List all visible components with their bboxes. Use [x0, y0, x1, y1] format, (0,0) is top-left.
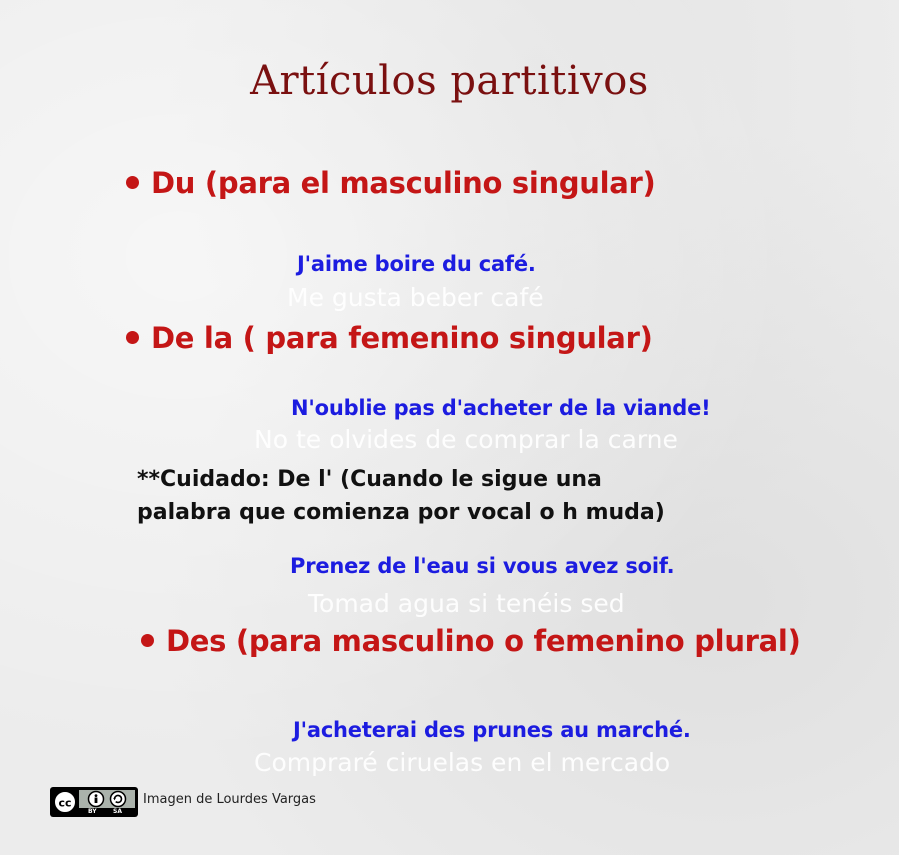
- bullet-icon: [126, 176, 139, 189]
- license-sa-label: SA: [113, 808, 122, 815]
- heading-des-text: Des (para masculino o femenino plural): [166, 624, 801, 658]
- image-credit: Imagen de Lourdes Vargas: [143, 792, 316, 807]
- note-de-l: [137, 463, 697, 529]
- svg-text:cc: cc: [58, 796, 72, 810]
- note-line-2: palabra que comienza por vocal o h muda): [137, 500, 665, 525]
- heading-de-la: [126, 321, 653, 355]
- heading-du: [126, 166, 656, 200]
- page-title: Artículos partitivos: [250, 58, 649, 104]
- heading-des: [141, 624, 801, 658]
- translation-de-l: Tomad agua si tenéis sed: [308, 589, 625, 618]
- example-du: J'aime boire du café.: [297, 252, 536, 276]
- example-de-l: Prenez de l'eau si vous avez soif.: [290, 554, 675, 578]
- translation-de-la: No te olvides de comprar la carne: [254, 425, 678, 454]
- example-des: J'acheterai des prunes au marché.: [293, 718, 691, 742]
- cc-by-sa-icon[interactable]: [50, 787, 138, 817]
- bullet-icon: [141, 634, 154, 647]
- translation-des: Compraré ciruelas en el mercado: [254, 748, 671, 777]
- translation-du: Me gusta beber café: [287, 283, 544, 312]
- example-de-la: N'oublie pas d'acheter de la viande!: [291, 396, 711, 420]
- bullet-icon: [126, 331, 139, 344]
- note-line-1: **Cuidado: De l' (Cuando le sigue una: [137, 467, 602, 492]
- license-by-label: BY: [88, 808, 97, 815]
- heading-du-text: Du (para el masculino singular): [151, 166, 656, 200]
- heading-de-la-text: De la ( para femenino singular): [151, 321, 653, 355]
